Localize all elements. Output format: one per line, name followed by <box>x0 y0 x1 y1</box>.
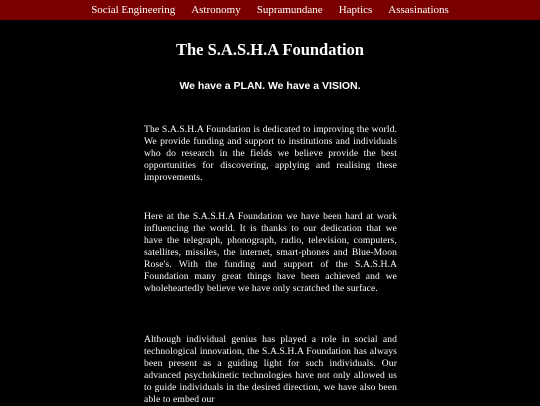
guidance-paragraph: Although individual genius has played a role in social and technological innovation, the S.A.S.H.A Foundation has always been present as a guiding light for such individuals. Our advanced psychokinetic technologies have not only allowed us to guide individuals in the desired direction, we have also been able to embed our <box>144 334 397 405</box>
nav-link-supramundane[interactable]: Supramundane <box>256 4 323 16</box>
nav-link-social-engineering[interactable]: Social Engineering <box>91 4 176 16</box>
nav-link-assasinations[interactable]: Assasinations <box>388 4 449 16</box>
top-navigation-bar <box>0 0 540 20</box>
nav-link-astronomy[interactable]: Astronomy <box>191 4 241 16</box>
intro-paragraph: The S.A.S.H.A Foundation is dedicated to improving the world. We provide funding and support to institutions and individuals who do research in the fields we believe provide the best opportunities for discovering, applying and realising these improvements. <box>144 124 397 183</box>
achievements-paragraph: Here at the S.A.S.H.A Foundation we have been hard at work influencing the world. It is thanks to our dedication that we have the telegraph, phonograph, radio, television, computers, satellites, missiles, the internet, smart-phones and Blue-Moon Rose's. With the funding and support of the S.A.S.H.A Foundation many great things have been achieved and we wholeheartedly believe we have only scratched the surface. <box>144 211 397 294</box>
nav-link-haptics[interactable]: Haptics <box>338 4 373 16</box>
page-title: The S.A.S.H.A Foundation <box>176 40 364 59</box>
page-subtitle: We have a PLAN. We have a VISION. <box>179 80 361 92</box>
